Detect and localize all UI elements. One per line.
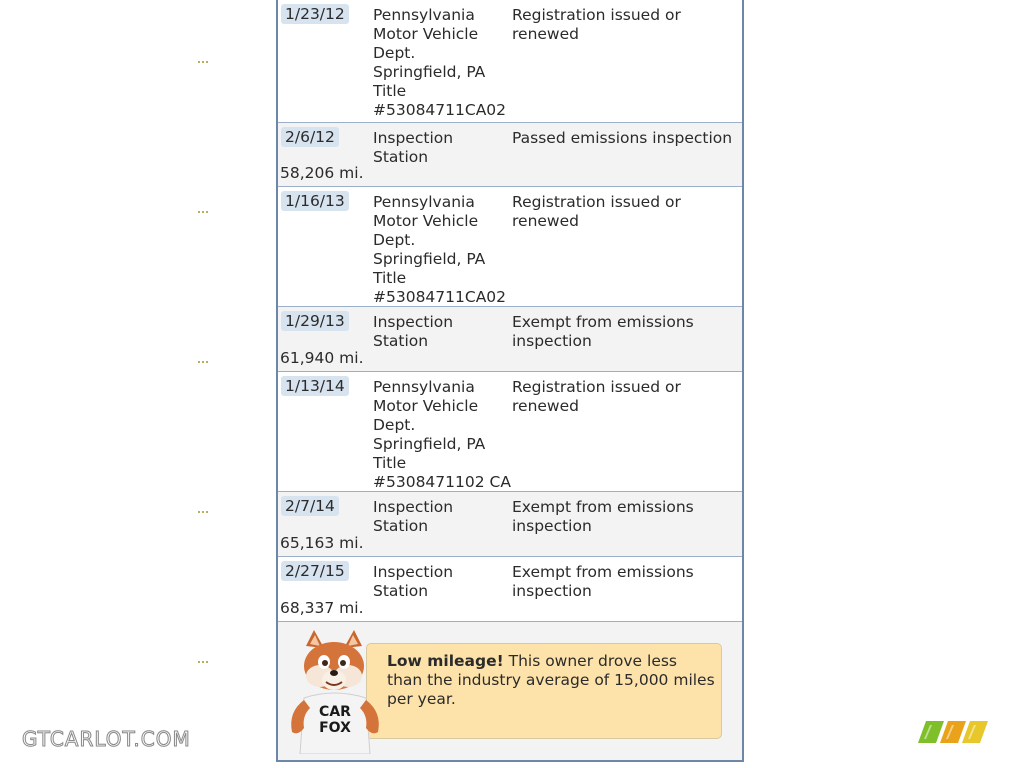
low-mileage-callout [366, 643, 722, 739]
vehicle-history-report [276, 0, 744, 762]
callout-body: This owner drove less than the industry average of 15,000 miles per year. [387, 652, 715, 708]
record-source: Pennsylvania Motor Vehicle Dept. Springfield, PA Title #5308471102 CA [373, 378, 511, 491]
record-source: Pennsylvania Motor Vehicle Dept. Springfield, PA Title #53084711CA02 [373, 6, 507, 119]
carfox-mascot-icon [284, 628, 388, 754]
record-date: 1/23/12 [281, 4, 349, 24]
record-event: Registration issued or renewed [512, 6, 681, 43]
record-source: Inspection Station [373, 313, 454, 350]
callout-headline: Low mileage! [387, 652, 504, 670]
record-date: 1/29/13 [281, 311, 349, 331]
stripes-logo-icon [918, 721, 998, 743]
record-date: 2/27/15 [281, 561, 349, 581]
record-date: 2/7/14 [281, 496, 339, 516]
history-row [278, 372, 742, 492]
record-source: Inspection Station [373, 563, 454, 600]
record-mileage: 61,940 mi. [280, 349, 364, 367]
decorative-dots [198, 498, 212, 504]
record-date: 1/16/13 [281, 191, 349, 211]
history-row [278, 187, 742, 307]
decorative-dots [198, 198, 212, 204]
site-watermark: GTCARLOT.COM [22, 727, 191, 751]
record-date: 2/6/12 [281, 127, 339, 147]
history-row [278, 0, 742, 123]
low-mileage-section [278, 622, 742, 760]
record-mileage: 58,206 mi. [280, 164, 364, 182]
record-event: Exempt from emissions inspection [512, 563, 694, 600]
decorative-dots [198, 648, 212, 654]
callout-text [387, 652, 717, 709]
decorative-dots [198, 348, 212, 354]
record-mileage: 65,163 mi. [280, 534, 364, 552]
history-row [278, 307, 742, 372]
decorative-dots [198, 48, 212, 54]
mascot-shirt-line1: CAR [319, 704, 351, 720]
record-mileage: 68,337 mi. [280, 599, 364, 617]
record-event: Exempt from emissions inspection [512, 313, 694, 350]
history-row [278, 492, 742, 557]
record-event: Registration issued or renewed [512, 193, 681, 230]
mascot-shirt-line2: FOX [319, 720, 351, 736]
record-source: Inspection Station [373, 498, 454, 535]
history-row [278, 123, 742, 187]
record-date: 1/13/14 [281, 376, 349, 396]
record-event: Registration issued or renewed [512, 378, 681, 415]
history-row [278, 557, 742, 622]
record-event: Exempt from emissions inspection [512, 498, 694, 535]
record-source: Pennsylvania Motor Vehicle Dept. Springfield, PA Title #53084711CA02 [373, 193, 507, 306]
record-source: Inspection Station [373, 129, 454, 166]
record-event: Passed emissions inspection [512, 129, 733, 147]
